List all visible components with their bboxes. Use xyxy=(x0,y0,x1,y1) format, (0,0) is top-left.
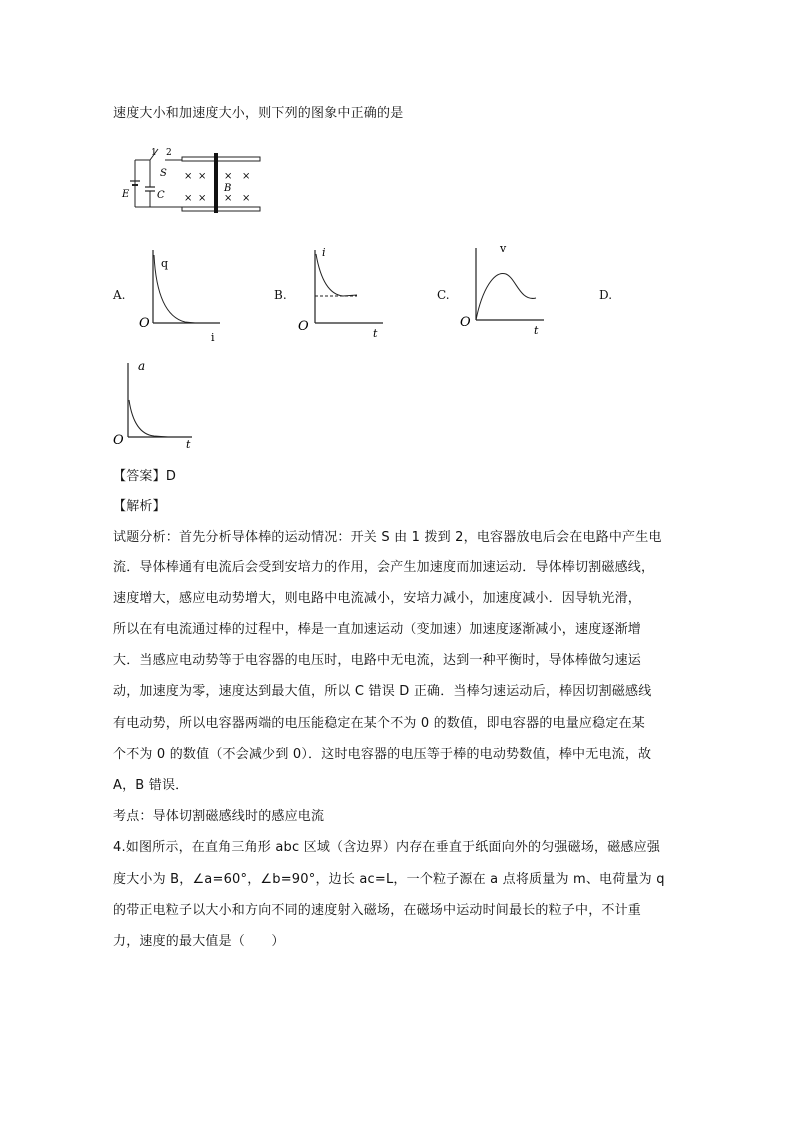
top-rail xyxy=(182,157,260,161)
terminal-2-label: 2 xyxy=(166,148,172,158)
analysis-tag: 【解析】 xyxy=(113,499,166,514)
x-axis-label: t xyxy=(186,438,191,448)
analysis-line: 有电动势，所以电容器两端的电压能稳定在某个不为 0 的数值，即电容器的电量应稳定在某 xyxy=(113,716,645,731)
x-axis-label: t xyxy=(534,324,539,337)
option-a-letter: A. xyxy=(113,288,126,302)
y-axis-label: i xyxy=(322,246,326,259)
question-4-line: 的带正电粒子以大小和方向不同的速度射入磁场，在磁场中运动时间最长的粒子中，不计重 xyxy=(113,903,642,918)
field-label: B xyxy=(224,183,232,194)
field-mark: × xyxy=(242,193,251,204)
kaodian-line: 考点：导体切割磁感线时的感应电流 xyxy=(113,809,325,824)
option-b-letter: B. xyxy=(274,288,287,302)
terminal-1-label: 1 xyxy=(151,148,157,158)
field-mark: × xyxy=(184,171,193,182)
analysis-line: 所以在有电流通过棒的过程中，棒是一直加速运动（变加速）加速度逐渐减小，速度逐渐增 xyxy=(113,622,642,637)
decay-curve xyxy=(316,254,357,296)
option-d-graph xyxy=(112,358,207,448)
analysis-line: 流．导体棒通有电流后会受到安培力的作用，会产生加速度而加速运动．导体棒切割磁感线， xyxy=(113,560,655,575)
battery-label: E xyxy=(122,189,130,200)
field-mark: × xyxy=(198,171,207,182)
answer-value: D xyxy=(165,469,177,484)
option-c-letter: C. xyxy=(437,288,450,302)
answer-line xyxy=(113,469,176,485)
field-mark: × xyxy=(198,193,207,204)
switch-label: S xyxy=(160,168,167,179)
field-mark: × xyxy=(224,193,233,204)
field-mark: × xyxy=(242,171,251,182)
analysis-line: 大．当感应电动势等于电容器的电压时，电路中无电流，达到一种平衡时，导体棒做匀速运 xyxy=(113,653,642,668)
y-axis-label: a xyxy=(138,359,146,373)
origin-label: O xyxy=(113,433,124,448)
decay-curve xyxy=(129,400,168,437)
origin-label: O xyxy=(139,316,150,331)
x-axis-label: t xyxy=(373,327,378,340)
origin-label: O xyxy=(460,315,471,330)
field-mark: × xyxy=(184,193,193,204)
velocity-curve xyxy=(476,273,536,320)
option-a-graph xyxy=(135,245,230,345)
bottom-rail xyxy=(182,207,260,211)
field-mark: × xyxy=(224,171,233,182)
option-b-graph xyxy=(295,240,390,340)
question-4-line: 力，速度的最大值是（ ） xyxy=(113,934,285,949)
question-4-line: 度大小为 B，∠a=60°，∠b=90°，边长 ac=L，一个粒子源在 a 点将质量为 m、电荷量为 q xyxy=(113,872,665,887)
x-axis-label: i xyxy=(211,331,215,344)
y-axis-label: v xyxy=(500,242,507,255)
analysis-line: A，B 错误． xyxy=(113,778,189,793)
question-intro: 速度大小和加速度大小，则下列的图象中正确的是 xyxy=(113,106,404,121)
analysis-line: 个不为 0 的数值（不会减少到 0）．这时电容器的电压等于棒的电动势数值，棒中无电流，故 xyxy=(113,747,652,762)
analysis-line: 速度增大，感应电动势增大，则电路中电流减小，安培力减小，加速度减小．因导轨光滑， xyxy=(113,591,642,606)
circuit-diagram xyxy=(120,145,270,215)
answer-tag: 【答案】 xyxy=(113,469,166,484)
question-4-line: 4.如图所示，在直角三角形 abc 区域（含边界）内存在垂直于纸面向外的匀强磁场，磁感应强 xyxy=(113,840,661,855)
analysis-line: 试题分析：首先分析导体棒的运动情况：开关 S 由 1 拨到 2，电容器放电后会在电路中产生电 xyxy=(113,530,662,545)
capacitor-label: C xyxy=(157,190,165,201)
analysis-line: 动，加速度为零，速度达到最大值，所以 C 错误 D 正确．当棒匀速运动后，棒因切割磁感线 xyxy=(113,684,652,699)
option-d-letter: D. xyxy=(599,288,613,302)
origin-label: O xyxy=(298,319,309,334)
option-c-graph xyxy=(458,240,553,340)
conductor-rod xyxy=(214,153,218,213)
y-axis-label: q xyxy=(161,257,169,270)
